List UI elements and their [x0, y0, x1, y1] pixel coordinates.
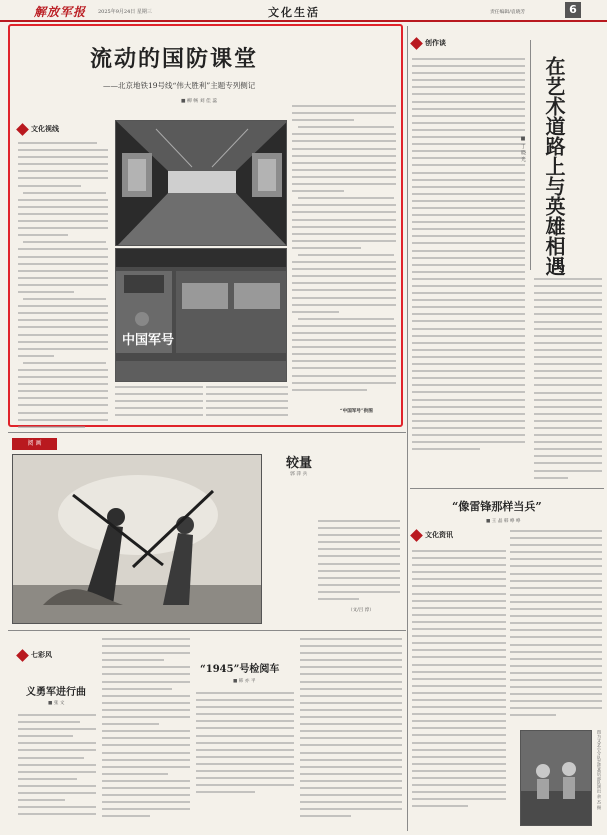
train-interior-photo — [115, 120, 287, 246]
lead-article-title: 流动的国防课堂 — [90, 46, 259, 72]
lead-article-column-1 — [18, 142, 108, 433]
painting-title: 较量 — [286, 456, 313, 471]
newspaper-masthead: 解放军报 — [34, 5, 87, 19]
lead-article-column-3 — [206, 386, 288, 421]
performance-illustration — [521, 731, 592, 826]
section-divider-right — [410, 488, 604, 489]
tag-seven-colors: 七彩风 — [18, 650, 52, 660]
diamond-icon — [410, 37, 423, 50]
painting-compare-image — [12, 454, 262, 624]
train-sign-text: 中国军号 — [122, 333, 175, 348]
column-divider-2 — [530, 40, 531, 270]
painting-signature: （文/吕 淳） — [348, 608, 374, 613]
tag-creation-talk: 创作谈 — [412, 38, 446, 48]
column-divider — [407, 26, 408, 831]
leifeng-byline: ■ 王 晶 韩 峥 峥 — [486, 519, 521, 524]
diamond-icon — [16, 649, 29, 662]
train-exterior-photo — [115, 248, 287, 382]
lead-article-subtitle: ——北京地铁19号线“伟大胜利”主题专列侧记 — [103, 81, 256, 90]
essay-column-1 — [196, 692, 294, 798]
tag-culture-view: 文化视线 — [18, 124, 59, 134]
poem-author: ■ 张 文 — [48, 701, 65, 706]
train-exterior-illustration — [116, 249, 287, 382]
lead-article-column-2 — [115, 386, 203, 421]
essay-column-2 — [300, 638, 402, 822]
diamond-icon — [410, 529, 423, 542]
creation-talk-byline: ■ 丁 晓 光 — [520, 136, 526, 162]
painting-illustration — [13, 455, 262, 624]
creation-talk-column-2 — [534, 278, 602, 484]
section-title: 文化生活 — [268, 6, 320, 19]
culture-news-photo — [520, 730, 592, 826]
issue-date: 2025年9月24日 星期三 — [98, 9, 152, 15]
read-painting-banner: 阅 画 — [12, 438, 57, 450]
essay-author: ■ 韩 亦 平 — [233, 679, 256, 684]
editor-credit: 责任编辑/袁晓芳 — [490, 10, 526, 15]
page-number: 6 — [565, 2, 581, 18]
painting-description — [318, 520, 400, 605]
section-divider — [8, 432, 406, 433]
section-divider-bottom — [8, 630, 406, 631]
poem-column-2 — [102, 638, 190, 822]
lead-photo-credit: “中国军号”供图 — [340, 409, 373, 414]
culture-news-column-2 — [510, 530, 602, 722]
lead-article-column-4 — [292, 105, 396, 396]
leifeng-title: “像雷锋那样当兵” — [452, 500, 542, 513]
culture-news-photo-caption: 图为文艺小分队走进基层部队演出 余 杰 摄 — [597, 730, 602, 810]
poem-title: 义勇军进行曲 — [26, 687, 86, 698]
culture-news-column-1 — [412, 550, 506, 812]
painting-author: 郭 萍 兵 — [290, 472, 308, 477]
essay-title: “1945”号检阅车 — [200, 664, 280, 675]
diamond-icon — [16, 123, 29, 136]
creation-talk-title: 在艺术道路上与英雄相遇 — [542, 56, 566, 276]
creation-talk-column-1 — [412, 58, 525, 455]
train-interior-illustration — [116, 121, 287, 246]
lead-article-byline: ■ 柳 畅 刘 佳 蕊 — [181, 99, 218, 104]
poem-column-1 — [18, 714, 96, 820]
tag-culture-news: 文化资讯 — [412, 530, 453, 540]
